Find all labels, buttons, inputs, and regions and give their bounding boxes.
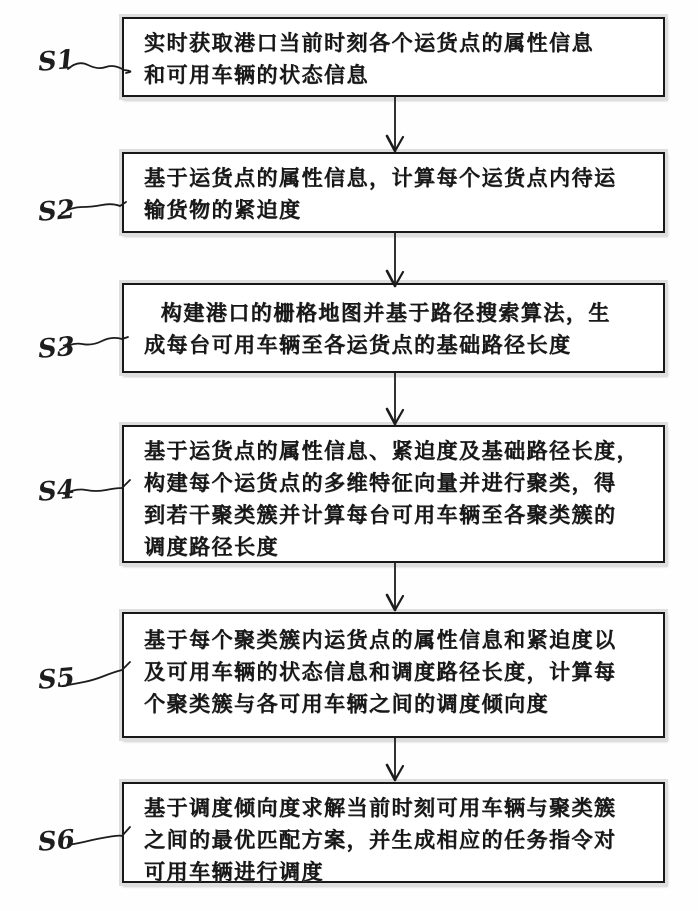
step-box-s2 xyxy=(122,152,665,233)
step-text-s5: 基于每个聚类簇内运货点的属性信息和紧迫度以 及可用车辆的状态信息和调度路径长度，计算每 个聚类簇与各可用车辆之间的调度倾向度 xyxy=(144,628,617,716)
step-text-s1: 实时获取港口当前时刻各个运货点的属性信息 和可用车辆的状态信息 xyxy=(144,31,594,87)
step-box-s3 xyxy=(122,283,665,373)
step-text-s3: 构建港口的栅格地图并基于路径搜索算法，生 成每台可用车辆至各运货点的基础路径长度 xyxy=(144,301,611,357)
arrow-s3-s4 xyxy=(387,373,403,424)
arrow-s1-s2 xyxy=(387,97,403,151)
step-label-s5: S5 xyxy=(36,662,77,696)
step-label-s1: S1 xyxy=(36,44,77,78)
step-label-s3: S3 xyxy=(36,331,77,365)
step-box-s1 xyxy=(122,17,665,97)
step-label-s4: S4 xyxy=(36,474,77,508)
step-label-s6: S6 xyxy=(36,824,77,858)
arrow-s5-s6 xyxy=(387,738,403,780)
arrow-s2-s3 xyxy=(387,233,403,286)
step-label-s2: S2 xyxy=(36,194,77,228)
step-box-s6 xyxy=(122,782,665,883)
arrow-s4-s5 xyxy=(387,563,403,610)
step-box-s4 xyxy=(122,425,665,563)
step-text-s6: 基于调度倾向度求解当前时刻可用车辆与聚类簇 之间的最优匹配方案，并生成相应的任务指令对 可用车辆进行调度 xyxy=(144,796,617,884)
step-box-s5 xyxy=(122,612,665,738)
step-text-s2: 基于运货点的属性信息，计算每个运货点内待运 输货物的紧迫度 xyxy=(144,166,617,222)
step-text-s4: 基于运货点的属性信息、紧迫度及基础路径长度， 构建每个运货点的多维特征向量并进行聚类，得 到若干聚类簇并计算每台可用车辆至各聚类簇的 调度路径长度 xyxy=(144,439,639,559)
